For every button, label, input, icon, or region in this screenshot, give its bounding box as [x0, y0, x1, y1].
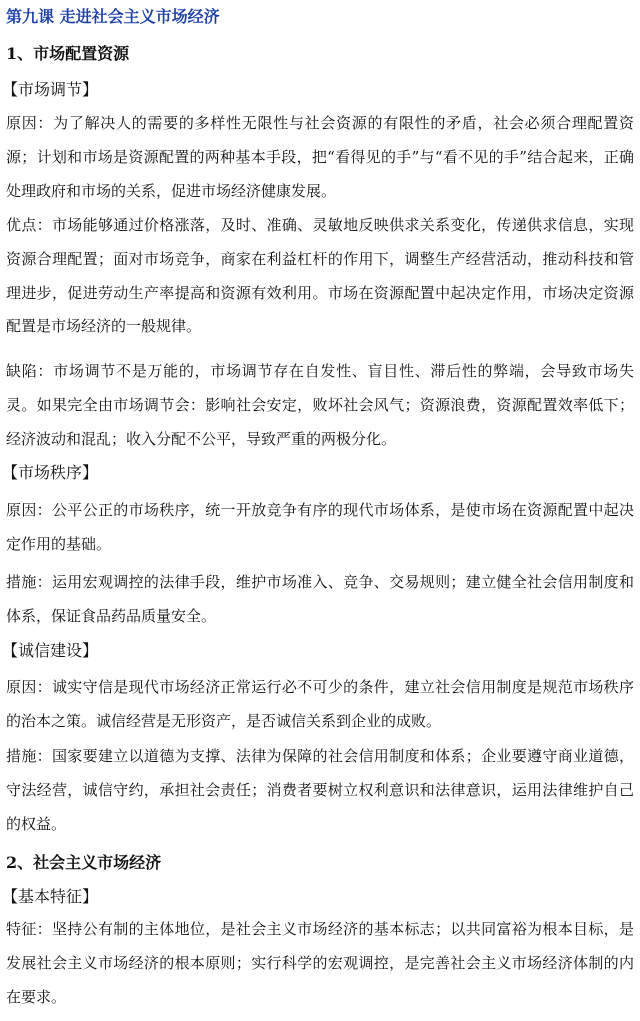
paragraph-credit-building-measure: 措施：国家要建立以道德为支撑、法律为保障的社会信用制度和体系；企业要遵守商业道德，守法经营，诚信守约，承担社会责任；消费者要树立权利意识和法律意识，运用法律维护自己的权益。 [6, 747, 634, 833]
paragraph-market-regulation-reason: 原因：为了解决人的需要的多样性无限性与社会资源的有限性的矛盾，社会必须合理配置资源；计划和市场是资源配置的两种基本手段，把“看得见的手”与“看不见的手”结合起来，正确处理政府和市场的关系，促进市场经济健康发展。 [6, 114, 634, 200]
subheading-basic-features: 【基本特征】 [2, 887, 99, 906]
section-heading-market-allocation: 1、市场配置资源 [6, 44, 130, 63]
paragraph-credit-building-reason: 原因：诚实守信是现代市场经济正常运行必不可少的条件，建立社会信用制度是规范市场秩序的治本之策。诚信经营是无形资产，是否诚信关系到企业的成败。 [6, 678, 634, 730]
section-heading-socialist-market-economy: 2、社会主义市场经济 [6, 853, 162, 872]
subheading-credit-building: 【诚信建设】 [2, 641, 99, 660]
subheading-market-regulation: 【市场调节】 [2, 80, 99, 99]
paragraph-market-regulation-defect: 缺陷：市场调节不是万能的，市场调节存在自发性、盲目性、滞后性的弊端，会导致市场失灵。如果完全由市场调节会：影响社会安定，败坏社会风气；资源浪费，资源配置效率低下；经济波动和混乱；收入分配不公平，导致严重的两极分化。 [6, 362, 634, 448]
paragraph-basic-features: 特征：坚持公有制的主体地位，是社会主义市场经济的基本标志；以共同富裕为根本目标，是发展社会主义市场经济的根本原则；实行科学的宏观调控，是完善社会主义市场经济体制的内在要求。 [6, 920, 634, 1006]
paragraph-market-order-measure: 措施：运用宏观调控的法律手段，维护市场准入、竞争、交易规则；建立健全社会信用制度和体系，保证食品药品质量安全。 [6, 573, 634, 625]
subheading-market-order: 【市场秩序】 [2, 463, 99, 482]
paragraph-market-order-reason: 原因：公平公正的市场秩序，统一开放竞争有序的现代市场体系，是使市场在资源配置中起决定作用的基础。 [6, 501, 634, 553]
paragraph-market-regulation-advantage: 优点：市场能够通过价格涨落，及时、准确、灵敏地反映供求关系变化，传递供求信息，实现资源合理配置；面对市场竞争，商家在利益杠杆的作用下，调整生产经营活动，推动科技和管理进步，促进劳动生产率提高和资源有效利用。市场在资源配置中起决定作用，市场决定资源配置是市场经济的一般规律。 [6, 216, 634, 336]
lesson-title: 第九课 走进社会主义市场经济 [6, 7, 220, 26]
